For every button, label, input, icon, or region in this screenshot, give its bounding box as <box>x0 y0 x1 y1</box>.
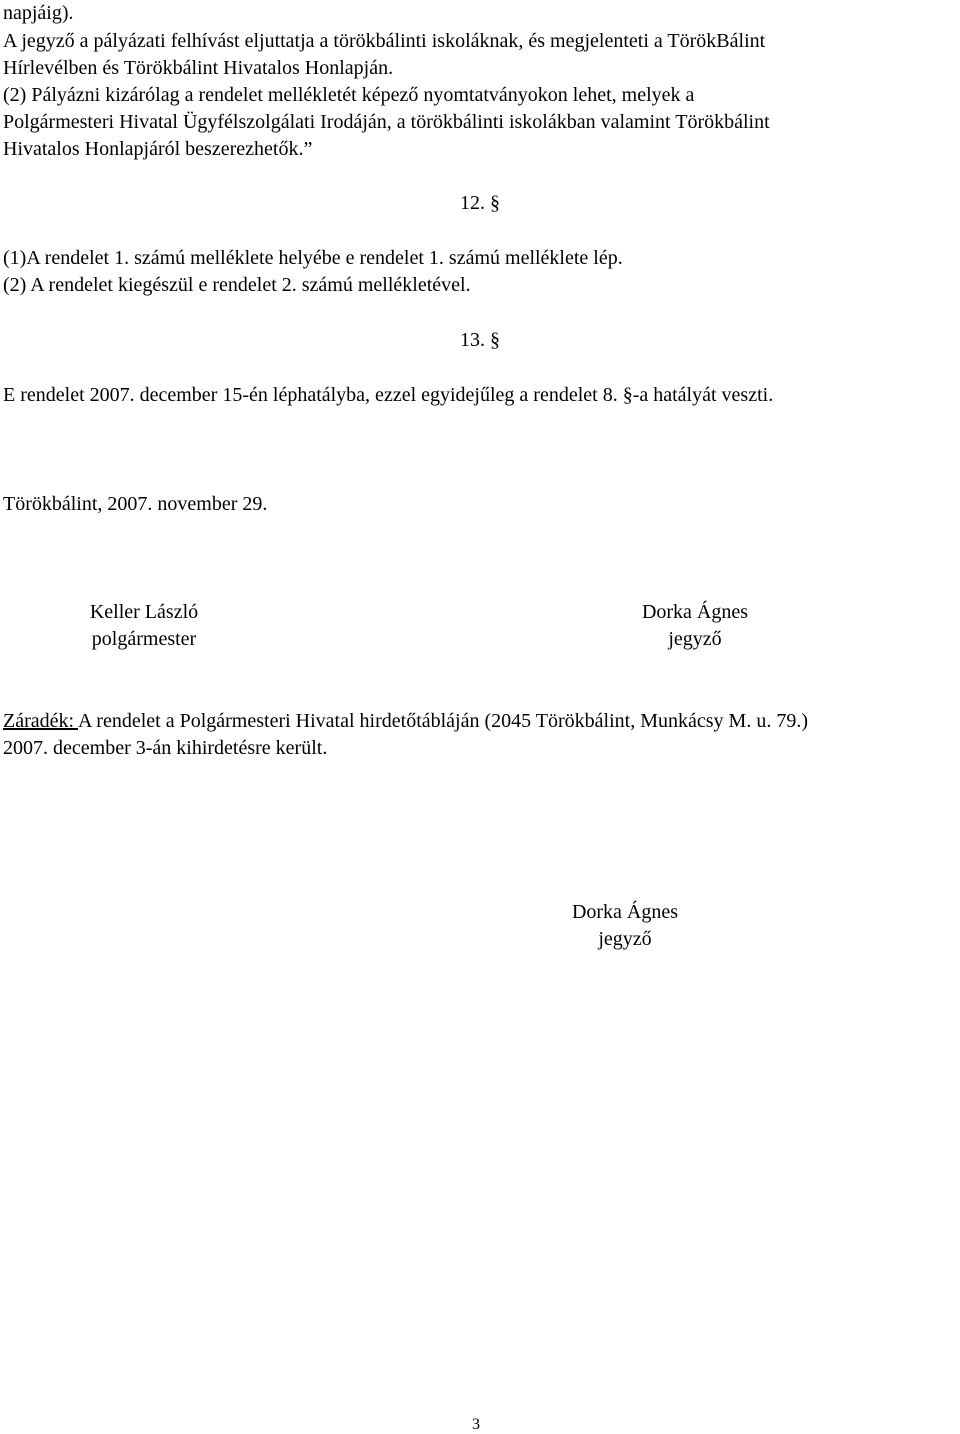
clause-line-1 <box>3 708 808 734</box>
body-line-1: napjáig). <box>3 2 74 24</box>
body-line-3: Hírlevélben és Törökbálint Hivatalos Honlapján. <box>3 57 394 79</box>
signature-left-name: Keller László <box>89 601 199 623</box>
signature-left-title: polgármester <box>91 628 197 650</box>
signature-right-name: Dorka Ágnes <box>641 601 749 623</box>
final-signature-name: Dorka Ágnes <box>571 901 679 923</box>
section-12-heading: 12. § <box>460 192 500 214</box>
clause-text-1: A rendelet a Polgármesteri Hivatal hirdetőtábláján (2045 Törökbálint, Munkácsy M. u. 79.) <box>77 710 808 732</box>
place-date: Törökbálint, 2007. november 29. <box>3 493 268 515</box>
clause-line-2: 2007. december 3-án kihirdetésre került. <box>3 737 328 759</box>
clause-label: Záradék: <box>3 710 78 732</box>
body-line-4: (2) Pályázni kizárólag a rendelet mellékletét képező nyomtatványokon lehet, melyek a <box>3 84 695 106</box>
body-line-2: A jegyző a pályázati felhívást eljuttatja a törökbálinti iskoláknak, és megjelenteti a TörökBálint <box>3 30 766 52</box>
section-12-para-2: (2) A rendelet kiegészül e rendelet 2. számú mellékletével. <box>3 274 471 296</box>
page-number: 3 <box>472 1416 480 1433</box>
section-12-para-1: (1)A rendelet 1. számú melléklete helyébe e rendelet 1. számú melléklete lép. <box>3 247 623 269</box>
body-line-6: Hivatalos Honlapjáról beszerezhetők.” <box>3 138 313 160</box>
body-line-5: Polgármesteri Hivatal Ügyfélszolgálati Irodáján, a törökbálinti iskolákban valamint Törökbálint <box>3 111 770 133</box>
section-13-para-1: E rendelet 2007. december 15-én léphatályba, ezzel egyidejűleg a rendelet 8. §-a hatályát veszti. <box>3 384 774 406</box>
signature-right-title: jegyző <box>668 628 722 650</box>
final-signature-title: jegyző <box>598 928 652 950</box>
section-13-heading: 13. § <box>460 329 500 351</box>
